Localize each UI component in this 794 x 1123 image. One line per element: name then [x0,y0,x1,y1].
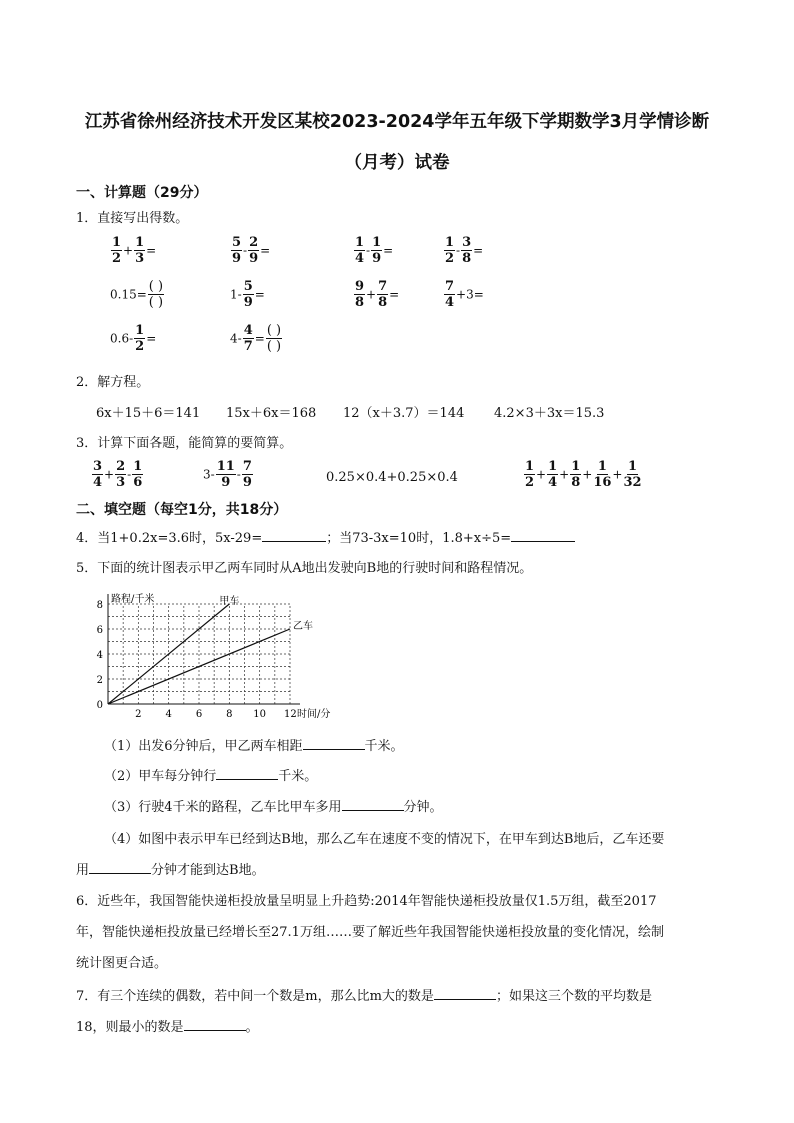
q1-item-e: 0.15= $\frac{( )}{( )}$ [110,279,164,310]
question-5-sub2: （2）甲车每分钟行 千米。 [104,765,317,784]
y-tick-label: 2 [96,675,103,686]
x-tick-label: 8 [226,709,233,720]
x-tick-label: 10 [253,709,267,720]
y-axis-label: 路程/千米 [111,594,155,605]
answer-blank[interactable] [303,736,365,750]
equation-4: 4.2×3＋3x＝15.3 [494,406,605,421]
section-heading-calc: 一、计算题（29分） [76,185,208,201]
q1-item-c: $\frac{1}{4}$ - $\frac{1}{9}$ = [355,235,394,266]
question-2-text: 2．解方程。 [76,375,150,390]
x-tick-label: 2 [135,709,142,720]
x-tick-label: 4 [165,709,172,720]
question-5-text: 5．下面的统计图表示甲乙两车同时从A地出发驶向B地的行驶时间和路程情况。 [76,561,533,576]
answer-blank[interactable] [184,1017,246,1031]
question-6-line1: 6．近些年，我国智能快递柜投放量呈明显上升趋势:2014年智能快递柜投放量仅1.5万组，截至2017 [76,894,657,909]
series-line-yi [108,629,290,704]
series-label: 乙车 [293,621,313,632]
x-tick-label: 6 [195,709,203,720]
question-7-line2: 18，则最小的数是 。 [76,1016,259,1035]
question-1-text: 1．直接写出得数。 [76,211,189,226]
q1-item-h: $\frac{7}{4}$ +3= [445,279,484,310]
page-title-line2: （月考）试卷 [344,153,450,173]
q1-item-a: $\frac{1}{2}$ + $\frac{1}{3}$ = [112,235,157,266]
answer-blank[interactable] [262,528,326,542]
section-heading-fill: 二、填空题（每空1分，共18分） [76,502,288,518]
question-5-sub4-line1: （4）如图中表示甲车已经到达B地，那么乙车在速度不变的情况下，在甲车到达B地后，乙车还要 [104,832,665,847]
question-5-sub4-line2: 用 分钟才能到达B地。 [76,859,265,878]
equation-1: 6x＋15＋6＝141 [96,406,201,421]
distance-time-chart [90,588,360,724]
question-5-sub3: （3）行驶4千米的路程，乙车比甲车多用 分钟。 [104,796,443,815]
q3-expr-2: 3- $\frac{11}{9}$ - $\frac{7}{9}$ [203,459,252,490]
y-tick-label: 6 [96,625,103,636]
x-axis-label: 时间/分 [297,709,331,720]
y-tick-label: 8 [96,600,103,611]
answer-blank[interactable] [342,797,404,811]
q1-item-b: $\frac{5}{9}$ - $\frac{2}{9}$ = [232,235,271,266]
y-tick-label: 4 [96,650,103,661]
q1-item-i: 0.6- $\frac{1}{2}$ = [110,323,157,354]
question-3-text: 3．计算下面各题，能简算的要简算。 [76,436,293,451]
question-4: 4．当1+0.2x=3.6时，5x-29= ；当73-3x=10时，1.8+x÷5= [76,527,575,546]
q3-expr-1: $\frac{3}{4}$ + $\frac{2}{3}$ - $\frac{1}{6}$ [93,459,143,490]
question-6-line2: 年，智能快递柜投放量已经增长至27.1万组……要了解近些年我国智能快递柜投放量的变化情况，绘制 [76,925,664,940]
equation-2: 15x＋6x＝168 [226,406,317,421]
series-label: 甲车 [219,596,240,607]
question-5-sub1: （1）出发6分钟后，甲乙两车相距 千米。 [104,735,404,754]
answer-blank[interactable] [434,986,496,1000]
y-tick-label: 0 [96,700,103,711]
q1-item-d: $\frac{1}{2}$ - $\frac{3}{8}$ = [445,235,484,266]
answer-blank[interactable] [511,528,575,542]
equation-3: 12（x＋3.7）＝144 [343,406,465,421]
page-title: 江苏省徐州经济技术开发区某校2023-2024学年五年级下学期数学3月学情诊断 [84,112,710,132]
q3-expr-3: 0.25×0.4+0.25×0.4 [326,470,458,485]
question-7-line1: 7．有三个连续的偶数，若中间一个数是m，那么比m大的数是 ；如果这三个数的平均数是 [76,985,652,1004]
answer-blank[interactable] [89,860,151,874]
q1-item-g: $\frac{9}{8}$ + $\frac{7}{8}$ = [355,279,400,310]
question-6-line3: 统计图更合适。 [76,956,168,971]
q3-expr-4: $\frac{1}{2}$ + $\frac{1}{4}$ + $\frac{1}{8}$ + $\frac{1}{16}$ + $\frac{1}{32}$ [525,459,642,490]
q1-item-j: 4- $\frac{4}{7}$ = $\frac{( )}{( )}$ [230,323,282,354]
q1-item-f: 1- $\frac{5}{9}$ = [230,279,265,310]
x-tick-label: 12 [284,709,297,720]
answer-blank[interactable] [216,766,278,780]
